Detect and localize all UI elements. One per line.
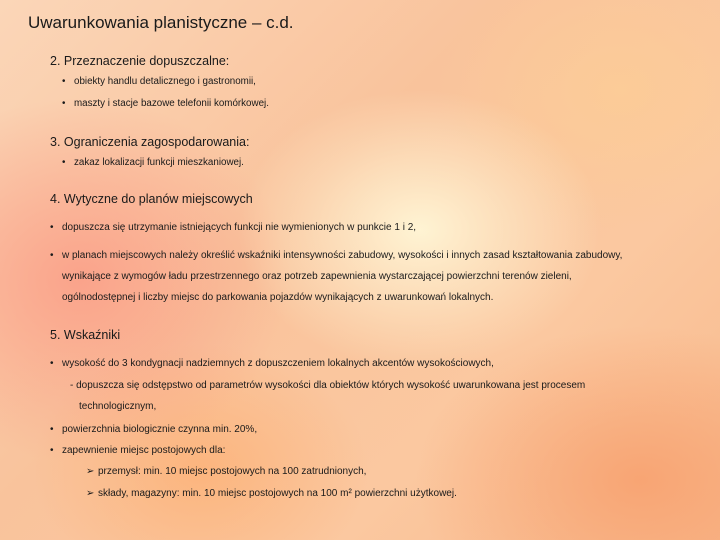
list-item-text: dopuszcza się utrzymanie istniejących funkcji nie wymienionych w punkcie 1 i 2,: [62, 222, 417, 233]
bullet-icon: •: [50, 445, 54, 456]
bullet-icon: •: [62, 98, 66, 109]
list-item-text: maszty i stacje bazowe telefonii komórkowej.: [74, 98, 269, 109]
list-item: [50, 445, 225, 456]
list-item: [62, 76, 256, 87]
list-item: [50, 222, 416, 233]
list-item-text: zakaz lokalizacji funkcji mieszkaniowej.: [74, 157, 244, 168]
slide-title: Uwarunkowania planistyczne – c.d.: [28, 13, 294, 32]
list-item: [50, 424, 257, 435]
arrow-list-item-text: przemysł: min. 10 miejsc postojowych na 100 zatrudnionych,: [98, 466, 367, 477]
list-item-continuation: ogólnodostępnej i liczby miejsc do parkowania pojazdów wynikających z uwarunkowań lokalnych.: [62, 292, 494, 303]
section-5-heading: 5. Wskaźniki: [50, 328, 121, 342]
arrow-list-item: [86, 488, 457, 499]
arrow-bullet-icon: ➢: [86, 466, 95, 477]
list-item-text: powierzchnia biologicznie czynna min. 20%,: [62, 424, 258, 435]
list-item: [62, 157, 244, 168]
bullet-icon: •: [62, 76, 66, 87]
list-item-text: obiekty handlu detalicznego i gastronomii,: [74, 76, 256, 87]
bullet-icon: •: [50, 424, 54, 435]
list-item: [50, 250, 622, 261]
arrow-list-item-text: składy, magazyny: min. 10 miejsc postojowych na 100 m² powierzchni użytkowej.: [98, 488, 457, 499]
section-2-heading: 2. Przeznaczenie dopuszczalne:: [50, 54, 230, 68]
sub-item-continuation: technologicznym,: [79, 401, 157, 412]
bullet-icon: •: [50, 250, 54, 261]
bullet-icon: •: [62, 157, 66, 168]
arrow-list-item: [86, 466, 366, 477]
bullet-icon: •: [50, 222, 54, 233]
list-item-text: zapewnienie miejsc postojowych dla:: [62, 445, 226, 456]
sub-item-text: - dopuszcza się odstępstwo od parametrów wysokości dla obiektów których wysokość uwarunkowana jest procesem: [70, 380, 586, 391]
list-item-text: w planach miejscowych należy określić wskaźniki intensywności zabudowy, wysokości i innych zasad kształtowania zabudowy,: [62, 250, 623, 261]
bullet-icon: •: [50, 358, 54, 369]
section-3-heading: 3. Ograniczenia zagospodarowania:: [50, 135, 250, 149]
list-item-continuation: wynikające z wymogów ładu przestrzennego oraz potrzeb zapewnienia wystarczającej powierzchni terenów zieleni,: [62, 271, 572, 282]
list-item: [50, 358, 494, 369]
list-item-text: wysokość do 3 kondygnacji nadziemnych z dopuszczeniem lokalnych akcentów wysokościowych,: [62, 358, 494, 369]
section-4-heading: 4. Wytyczne do planów miejscowych: [50, 192, 253, 206]
arrow-bullet-icon: ➢: [86, 488, 95, 499]
list-item: [62, 98, 269, 109]
